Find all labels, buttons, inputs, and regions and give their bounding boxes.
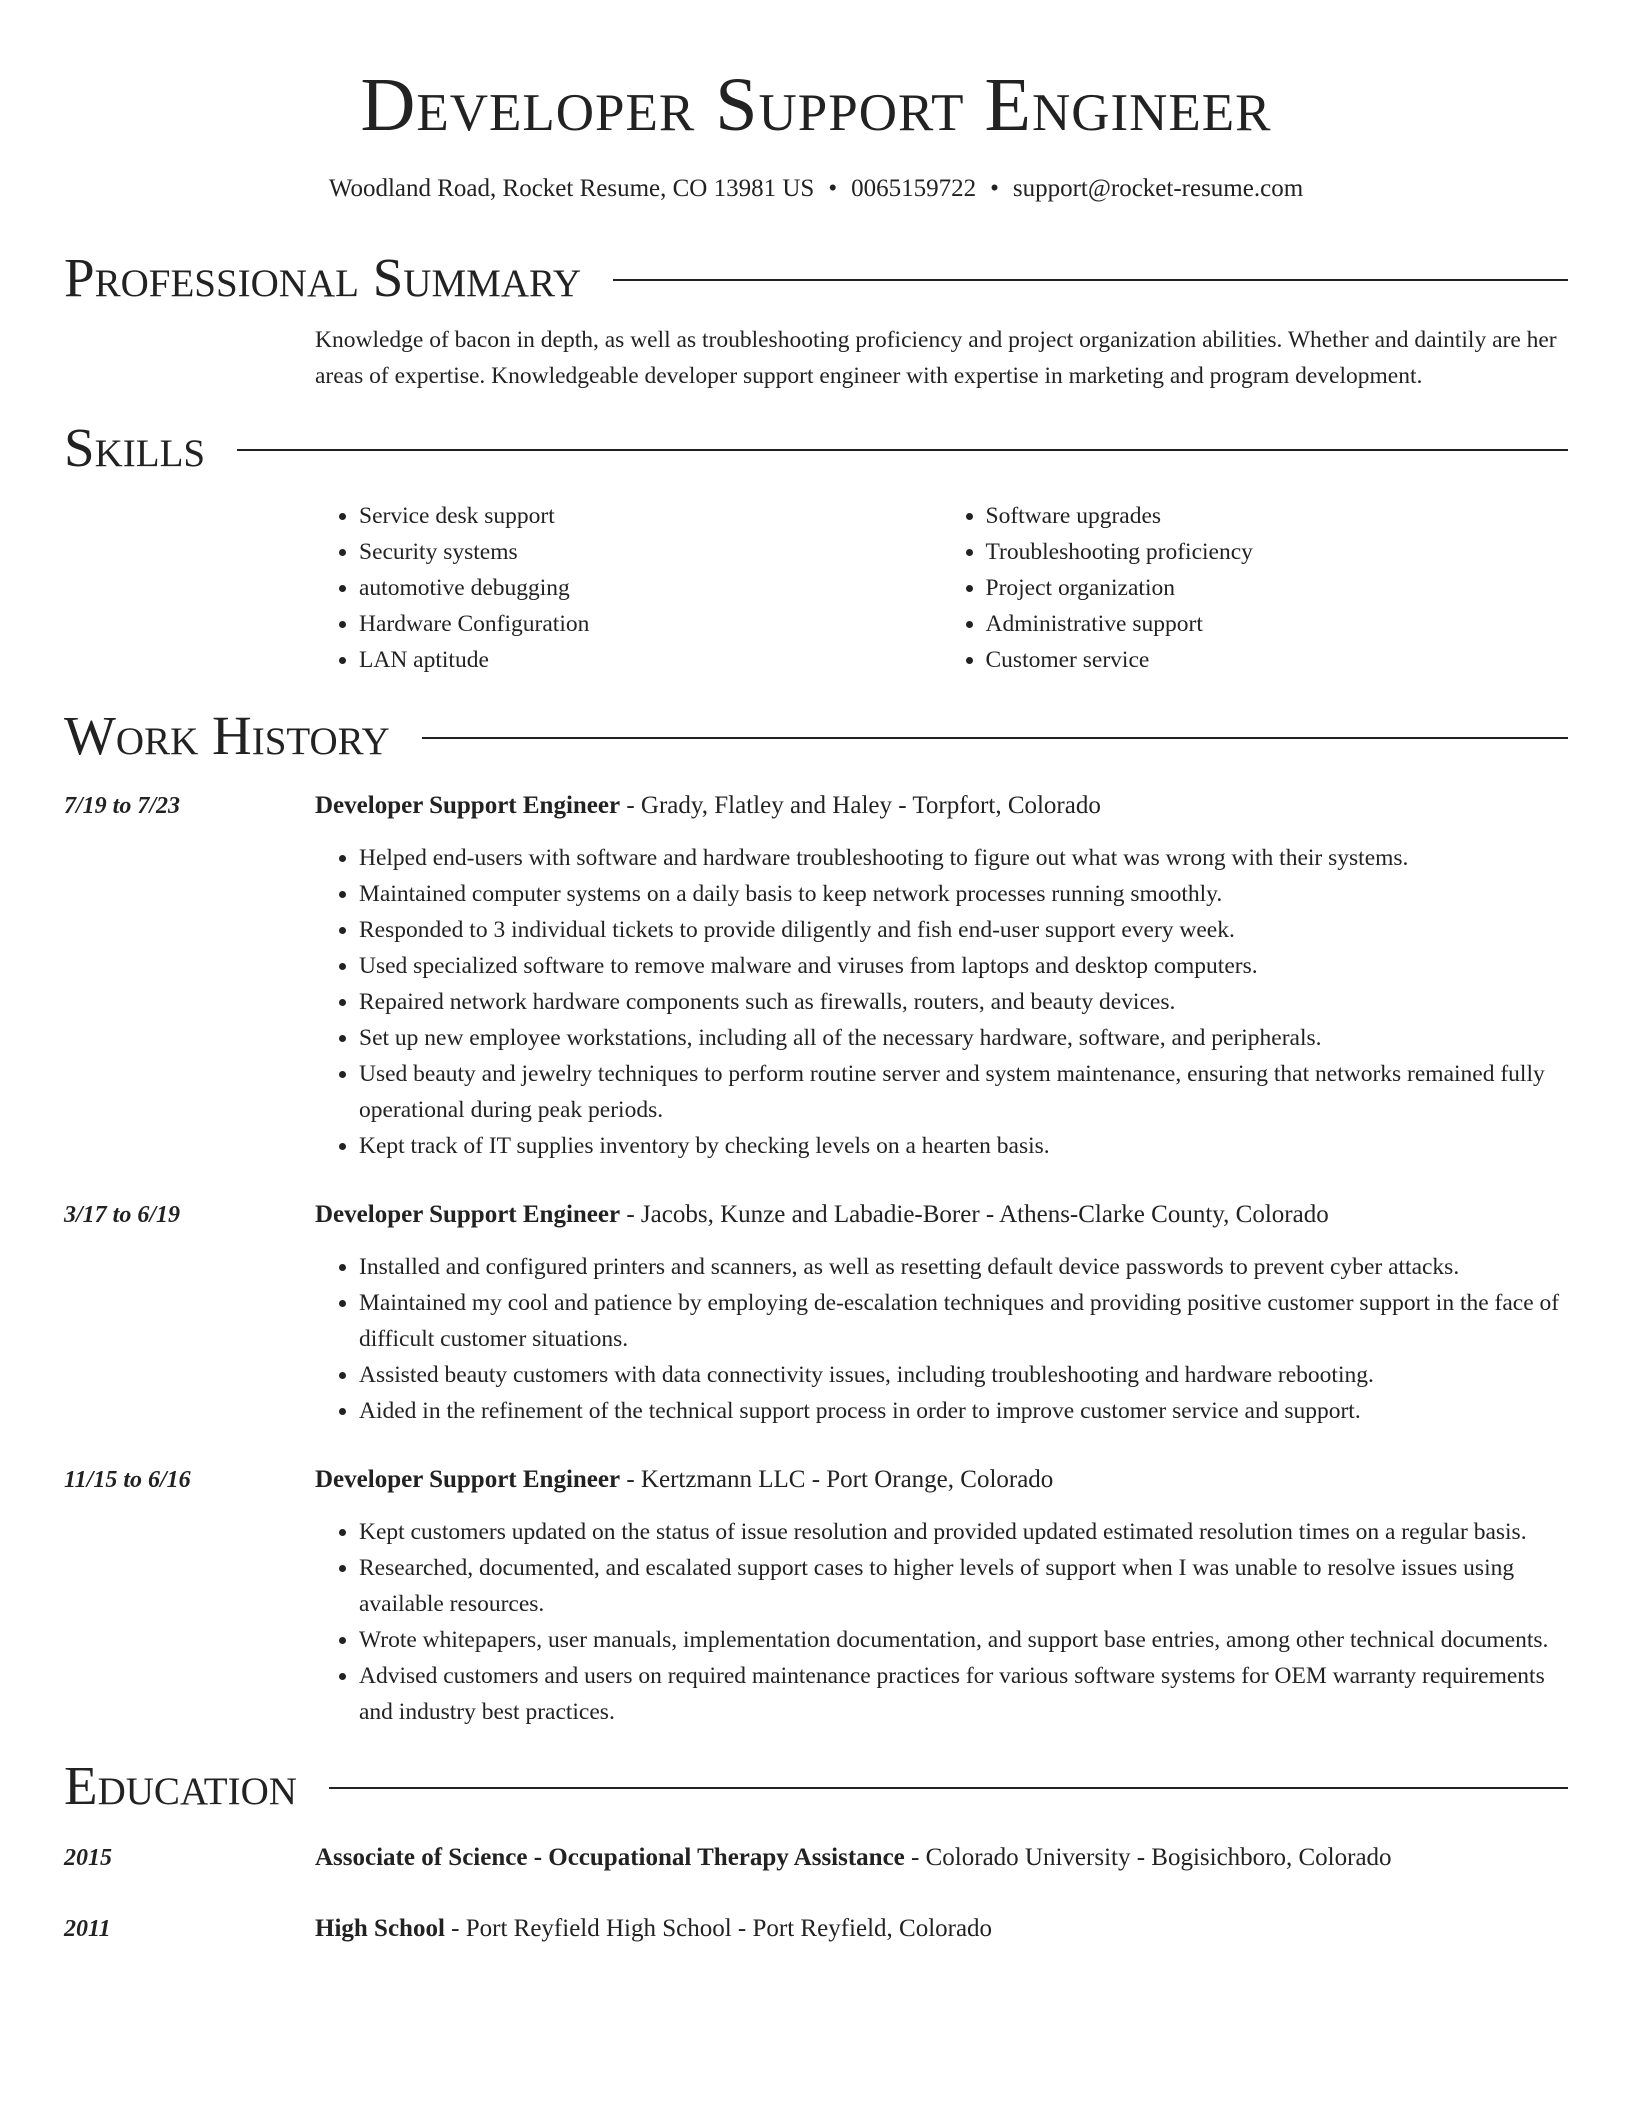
job-date: 3/17 to 6/19: [64, 1202, 181, 1228]
job-company: - Grady, Flatley and Haley - Torpfort, Colorado: [620, 792, 1101, 819]
skills-list-right: [942, 498, 1569, 678]
resume-name: Developer Support Engineer: [360, 63, 1272, 147]
job-bullet: • Installed and configured printers and scanners, as well as resetting default device passwords to prevent cyber attacks.: [359, 1249, 1568, 1285]
job-entry: [64, 1197, 1568, 1429]
job-details: [315, 1249, 1568, 1429]
skills-section-header: [64, 418, 1568, 478]
skill-item: • Customer service: [986, 642, 1569, 678]
job-entry: [64, 1462, 1568, 1730]
contact-phone: 0065159722: [851, 175, 977, 202]
skill-item: • Security systems: [359, 534, 942, 570]
job-bullet: • Kept customers updated on the status of issue resolution and provided updated estimated resolution times on a regular basis.: [359, 1514, 1568, 1550]
job-role: Developer Support Engineer: [315, 1201, 621, 1228]
contact-separator: •: [990, 175, 999, 202]
education-section-header: [64, 1756, 1568, 1816]
education-school: - Port Reyfield High School - Port Reyfield, Colorado: [444, 1915, 993, 1942]
job-entry: [64, 788, 1568, 1164]
education-degree: High School: [315, 1915, 445, 1942]
job-date: 7/19 to 7/23: [64, 793, 181, 819]
job-bullet: • Assisted beauty customers with data connectivity issues, including troubleshooting and hardware rebooting.: [359, 1357, 1568, 1393]
summary-section-header: [64, 248, 1568, 308]
education-degree: Associate of Science - Occupational Therapy Assistance: [315, 1844, 905, 1871]
summary-text: Knowledge of bacon in depth, as well as troubleshooting proficiency and project organization abilities. Whether and daintily are her areas of expertise. Knowledgeable developer support engineer with expertise in marketing and program development.: [315, 327, 1557, 389]
job-heading: [315, 788, 1568, 824]
section-divider: [422, 737, 1568, 739]
contact-line: [64, 172, 1568, 206]
contact-separator: •: [828, 175, 838, 202]
section-divider: [613, 279, 1568, 281]
skill-item: • automotive debugging: [359, 570, 942, 606]
job-role: Developer Support Engineer: [315, 1466, 621, 1493]
job-heading: [315, 1197, 1568, 1233]
education-heading: [315, 1911, 1568, 1947]
job-heading: [315, 1462, 1568, 1498]
job-bullet: • Used specialized software to remove malware and viruses from laptops and desktop computers.: [359, 948, 1568, 984]
job-bullet: • Advised customers and users on required maintenance practices for various software systems for OEM warranty requirements and industry best practices.: [359, 1658, 1568, 1730]
education-heading: [315, 1840, 1568, 1876]
job-company: - Jacobs, Kunze and Labadie-Borer - Athens-Clarke County, Colorado: [620, 1201, 1329, 1228]
skill-item: • Project organization: [986, 570, 1569, 606]
job-date: 11/15 to 6/16: [64, 1467, 191, 1493]
job-bullet: • Maintained my cool and patience by employing de-escalation techniques and providing positive customer support in the face of difficult customer situations.: [359, 1285, 1568, 1357]
summary-section-title: Professional Summary: [64, 247, 582, 308]
skills-grid: [315, 498, 1568, 678]
skill-item: • Troubleshooting proficiency: [986, 534, 1569, 570]
job-details: [315, 1514, 1568, 1730]
skill-item: • Hardware Configuration: [359, 606, 942, 642]
contact-email: support@rocket-resume.com: [1012, 175, 1304, 202]
job-bullet: • Used beauty and jewelry techniques to perform routine server and system maintenance, ensuring that networks remained fully operational during peak periods.: [359, 1056, 1568, 1128]
job-bullet: • Kept track of IT supplies inventory by checking levels on a hearten basis.: [359, 1128, 1568, 1164]
job-bullet: • Researched, documented, and escalated support cases to higher levels of support when I was unable to resolve issues using available resources.: [359, 1550, 1568, 1622]
section-divider: [329, 1787, 1568, 1789]
job-bullet: • Repaired network hardware components such as firewalls, routers, and beauty devices.: [359, 984, 1568, 1020]
skill-item: • Administrative support: [986, 606, 1569, 642]
job-company: - Kertzmann LLC - Port Orange, Colorado: [620, 1466, 1054, 1493]
job-bullet: • Responded to 3 individual tickets to provide diligently and fish end-user support every week.: [359, 912, 1568, 948]
section-divider: [237, 449, 1568, 451]
work-section-header: [64, 706, 1568, 766]
job-bullet: • Helped end-users with software and hardware troubleshooting to figure out what was wrong with their systems.: [359, 840, 1568, 876]
resume-page: [64, 0, 1568, 1947]
skills-list-left: [315, 498, 942, 678]
job-bullet: • Set up new employee workstations, including all of the necessary hardware, software, and peripherals.: [359, 1020, 1568, 1056]
job-bullet-list: [315, 1514, 1568, 1730]
job-role: Developer Support Engineer: [315, 792, 621, 819]
contact-address: Woodland Road, Rocket Resume, CO 13981 US: [328, 175, 815, 202]
skill-item: • Service desk support: [359, 498, 942, 534]
education-section-title: Education: [64, 1755, 297, 1816]
job-bullet-list: [315, 840, 1568, 1164]
education-date: 2015: [64, 1845, 112, 1871]
education-entry: [64, 1911, 1568, 1947]
skill-item: • LAN aptitude: [359, 642, 942, 678]
job-bullet-list: [315, 1249, 1568, 1429]
job-details: [315, 840, 1568, 1164]
job-bullet: • Maintained computer systems on a daily basis to keep network processes running smoothly.: [359, 876, 1568, 912]
skill-item: • Software upgrades: [986, 498, 1569, 534]
education-entry: [64, 1840, 1568, 1876]
job-bullet: • Aided in the refinement of the technical support process in order to improve customer service and support.: [359, 1393, 1568, 1429]
job-bullet: • Wrote whitepapers, user manuals, implementation documentation, and support base entries, among other technical documents.: [359, 1622, 1568, 1658]
education-school: - Colorado University - Bogisichboro, Colorado: [904, 1844, 1392, 1871]
education-date: 2011: [64, 1916, 111, 1942]
work-section-title: Work History: [64, 705, 390, 766]
skills-section-title: Skills: [64, 417, 206, 478]
